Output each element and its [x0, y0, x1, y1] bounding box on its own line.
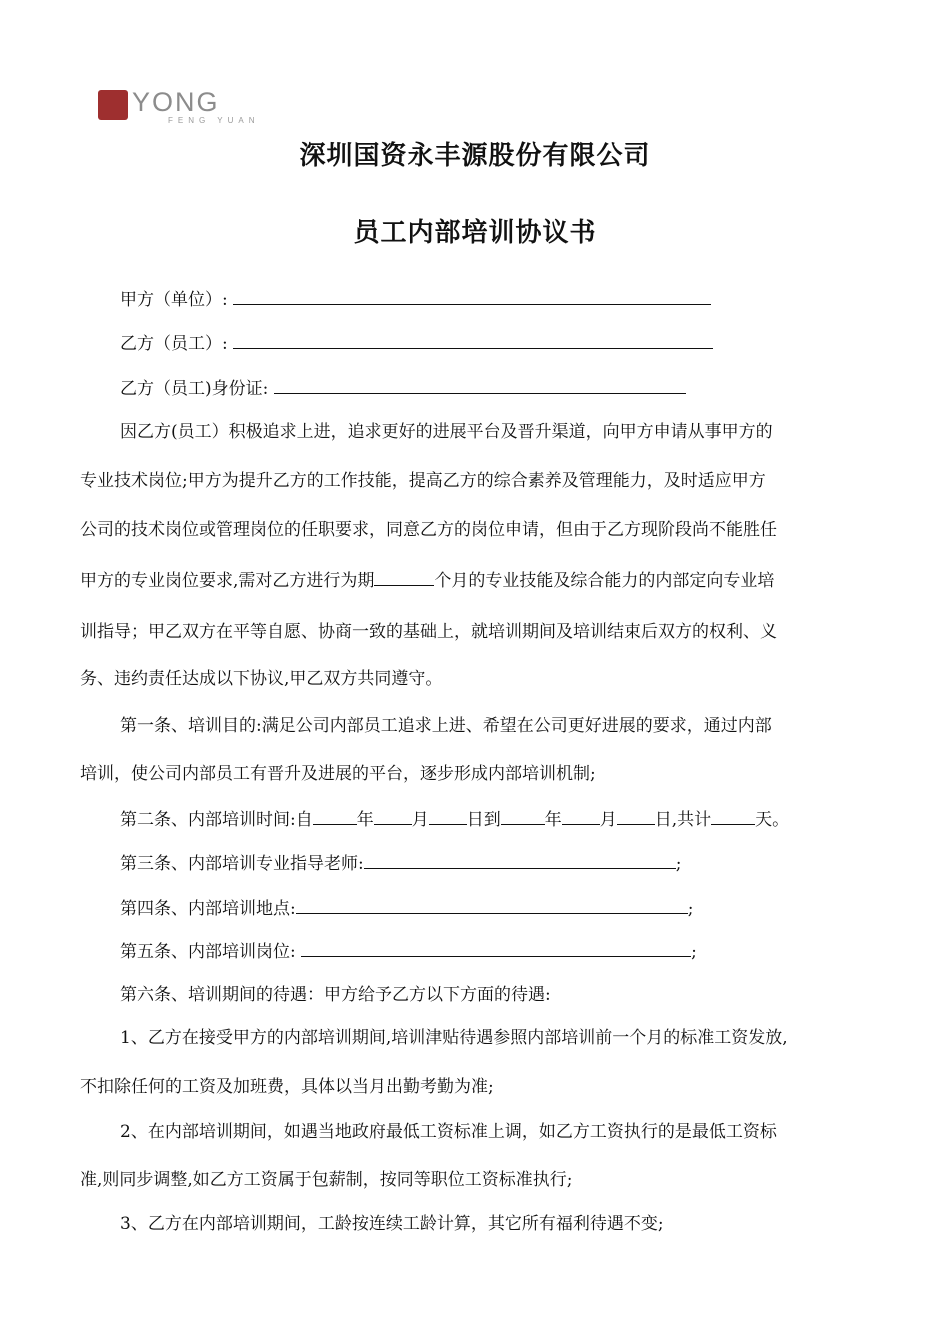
article-1-line: 第一条、培训目的:满足公司内部员工追求上进、希望在公司更好进展的要求，通过内部	[120, 716, 772, 736]
article-3: 第三条、内部培训专业指导老师: ;	[120, 850, 681, 876]
party-b-id-field: 乙方（员工)身份证:	[120, 375, 686, 401]
logo-seal-icon	[98, 90, 128, 120]
item-1-line: 1、乙方在接受甲方的内部培训期间,培训津贴待遇参照内部培训前一个月的标准工资发放,	[120, 1028, 788, 1048]
intro-line: 专业技术岗位;甲方为提升乙方的工作技能，提高乙方的综合素养及管理能力，及时适应甲方	[80, 471, 766, 491]
company-name: 深圳国资永丰源股份有限公司	[299, 141, 651, 171]
logo-wordmark: YONG	[132, 87, 220, 117]
instructor-blank[interactable]	[364, 850, 676, 869]
party-b-id-blank[interactable]	[274, 375, 686, 394]
intro-line: 训指导；甲乙双方在平等自愿、协商一致的基础上，就培训期间及培训结束后双方的权利、义	[80, 622, 777, 642]
position-blank[interactable]	[301, 938, 691, 957]
article-4: 第四条、内部培训地点: ;	[120, 895, 693, 921]
intro-line: 务、违约责任达成以下协议,甲乙双方共同遵守。	[80, 669, 443, 689]
party-a-field: 甲方（单位）:	[120, 286, 711, 312]
intro-line: 甲方的专业岗位要求,需对乙方进行为期 个月的专业技能及综合能力的内部定向专业培	[80, 567, 774, 593]
party-a-blank[interactable]	[233, 286, 711, 305]
item-3-line: 3、乙方在内部培训期间，工龄按连续工龄计算，其它所有福利待遇不变;	[120, 1214, 664, 1234]
location-blank[interactable]	[296, 895, 688, 914]
party-b-blank[interactable]	[233, 330, 713, 349]
item-2-line: 准,则同步调整,如乙方工资属于包薪制，按同等职位工资标准执行;	[80, 1170, 573, 1190]
company-logo	[98, 87, 260, 125]
article-2: 第二条、内部培训时间:自 年 月 日到 年 月 日,共计 天。	[120, 806, 789, 832]
document-title: 员工内部培训协议书	[353, 218, 597, 248]
article-1-line: 培训，使公司内部员工有晋升及进展的平台，逐步形成内部培训机制;	[80, 764, 596, 784]
intro-line: 公司的技术岗位或管理岗位的任职要求，同意乙方的岗位申请，但由于乙方现阶段尚不能胜任	[80, 520, 777, 540]
training-months-blank[interactable]	[374, 567, 434, 586]
intro-line: 因乙方(员工）积极追求上进，追求更好的进展平台及晋升渠道，向甲方申请从事甲方的	[120, 422, 773, 442]
party-b-field: 乙方（员工）:	[120, 330, 713, 356]
item-1-line: 不扣除任何的工资及加班费，具体以当月出勤考勤为准;	[80, 1077, 494, 1097]
logo-subtitle: FENG YUAN	[168, 116, 260, 125]
article-6: 第六条、培训期间的待遇：甲方给予乙方以下方面的待遇:	[120, 985, 551, 1005]
item-2-line: 2、在内部培训期间，如遇当地政府最低工资标准上调，如乙方工资执行的是最低工资标	[120, 1122, 777, 1142]
article-5: 第五条、内部培训岗位: ;	[120, 938, 697, 964]
